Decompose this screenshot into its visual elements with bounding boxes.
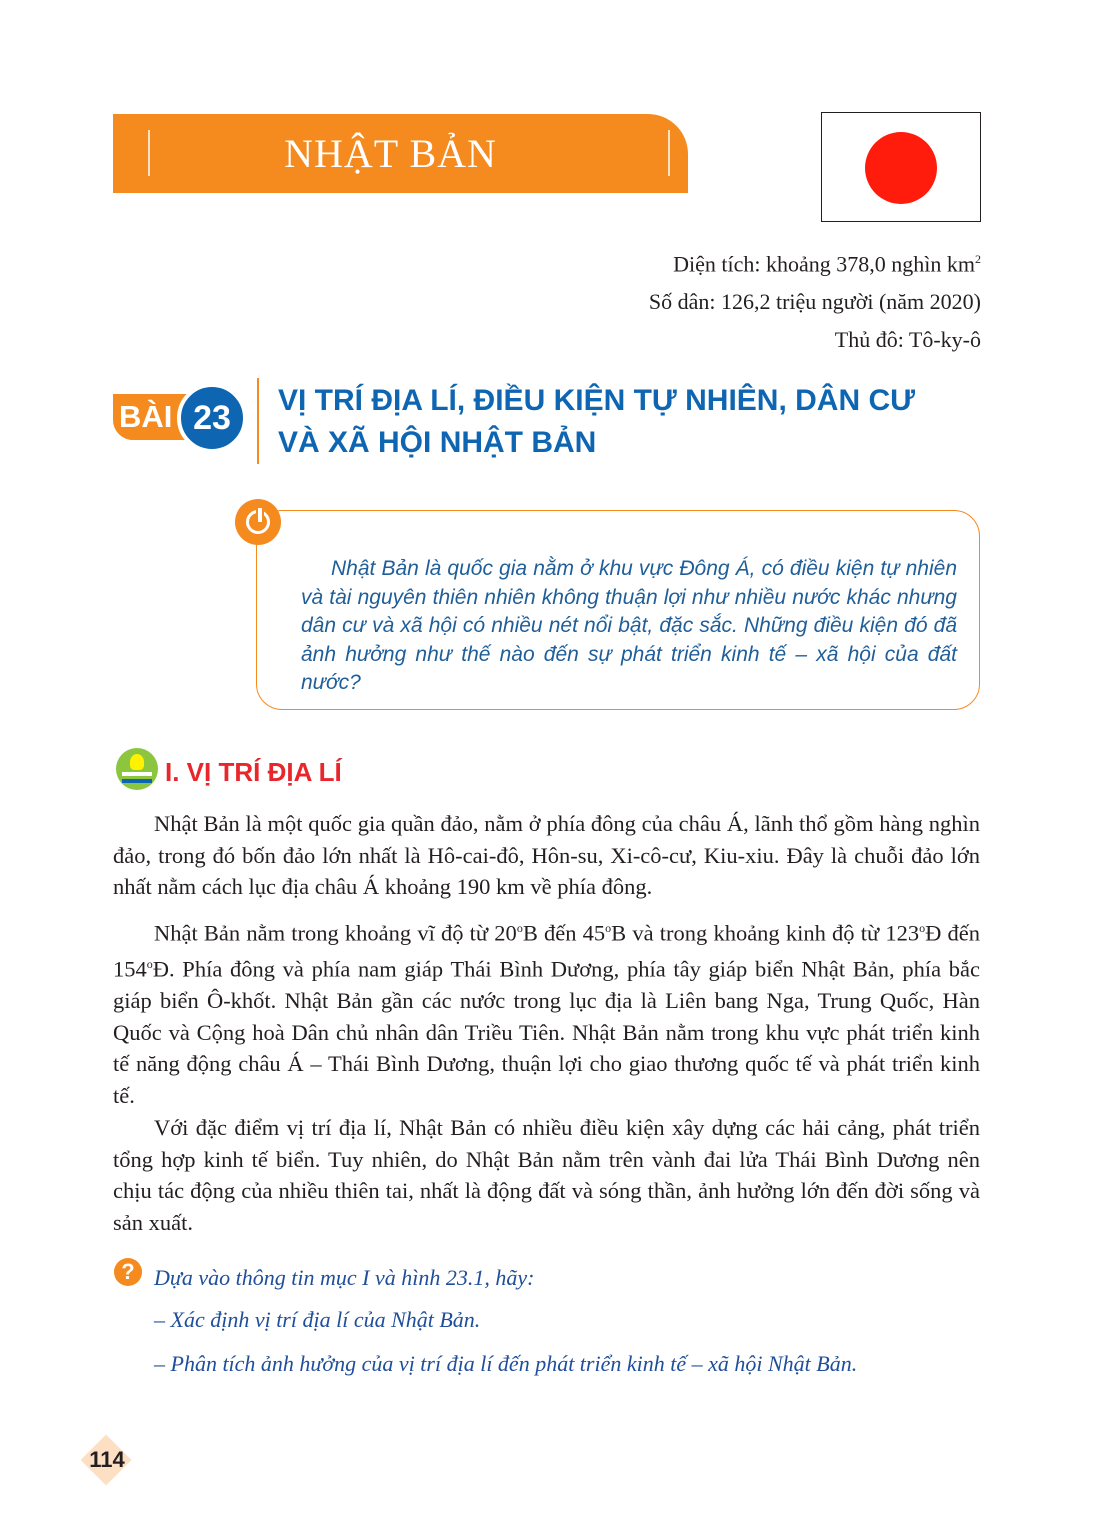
- japan-flag: [821, 112, 981, 222]
- paragraph-3-text: Với đặc điểm vị trí địa lí, Nhật Bản có nhiều điều kiện xây dựng các hải cảng, phát triển tổng hợp kinh tế biển. Tuy nhiên, do Nhật Bản nằm trên vành đai lửa Thái Bình Dương nên chịu tác động của nhiều thiên tai, nhất là động đất và sóng thần, ảnh hưởng lớn đến đời sống và sản xuất.: [113, 1115, 980, 1235]
- question-intro: Dựa vào thông tin mục I và hình 23.1, hãy:: [154, 1265, 535, 1290]
- lesson-title-line2: VÀ XÃ HỘI NHẬT BẢN: [278, 426, 597, 459]
- bulb-shape: [130, 754, 144, 770]
- power-icon-stem: [256, 506, 264, 524]
- section-heading: I. VỊ TRÍ ĐỊA LÍ: [165, 757, 342, 787]
- country-facts: [649, 240, 981, 359]
- degree-sup: o: [919, 921, 926, 935]
- question-item-1: – Xác định vị trí địa lí của Nhật Bản.: [154, 1307, 481, 1332]
- p2-part-d: Đ đến 154: [113, 920, 980, 982]
- paragraph-1-text: Nhật Bản là một quốc gia quần đảo, nằm ở phía đông của châu Á, lãnh thổ gồm hàng nghìn đảo, trong đó bốn đảo lớn nhất là Hô-cai-đô, Hôn-su, Xi-cô-cư, Kiu-xiu. Đây là chuỗi đảo lớn nhất nằm cách lục địa châu Á khoảng 190 km về phía đông.: [113, 811, 980, 899]
- body-paragraph-1: [113, 808, 980, 903]
- flag-red-disc: [865, 132, 937, 204]
- page-number: 114: [82, 1440, 132, 1480]
- lesson-divider: [257, 378, 259, 464]
- fact-area-text: Diện tích: khoảng 378,0 nghìn km: [673, 251, 975, 277]
- lesson-number: 23: [177, 383, 247, 453]
- book-stripe-white: [122, 772, 152, 776]
- fact-area: [649, 240, 981, 283]
- paragraph-2-text: [113, 913, 980, 1111]
- p2-part-c: B và trong khoảng kinh độ từ 123: [611, 920, 920, 946]
- banner-right-bar: [668, 130, 670, 176]
- fact-area-sup: 2: [975, 252, 981, 266]
- intro-text: Nhật Bản là quốc gia nằm ở khu vực Đông Á, có điều kiện tự nhiên và tài nguyên thiên nhiên không thuận lợi như nhiều nước khác nhưng dân cư và xã hội có nhiều nét nổi bật, đặc sắc. Những điều kiện đó đã ảnh hưởng như thế nào đến sự phát triển kinh tế – xã hội của đất nước?: [301, 557, 957, 694]
- fact-population: Số dân: 126,2 triệu người (năm 2020): [648, 289, 981, 315]
- fact-capital: Thủ đô: Tô-ky-ô: [834, 327, 981, 353]
- body-paragraph-3: [113, 1112, 980, 1238]
- p2-part-a: Nhật Bản nằm trong khoảng vĩ độ từ 20: [154, 920, 517, 946]
- p2-part-b: B đến 45: [522, 920, 606, 946]
- country-title: NHẬT BẢN: [284, 131, 497, 176]
- lesson-title: [278, 380, 915, 464]
- degree-sup: o: [146, 957, 153, 971]
- lesson-label: BÀI: [113, 394, 209, 440]
- p2-part-e: Đ. Phía đông và phía nam giáp Thái Bình Dương, phía tây giáp biển Nhật Bản, phía bắc giáp biển Ô-khốt. Nhật Bản gần các nước trong lục địa là Liên bang Nga, Trung Quốc, Hàn Quốc và Cộng hoà Dân chủ nhân dân Triều Tiên. Nhật Bản nằm trong khu vực phát triển kinh tế năng động châu Á – Thái Bình Dương, thuận lợi cho giao thương quốc tế và phát triển kinh tế.: [113, 956, 980, 1108]
- book-stripe-blue: [122, 779, 152, 783]
- degree-sup: o: [605, 921, 612, 935]
- degree-sup: o: [516, 921, 523, 935]
- country-title-banner: [113, 114, 688, 193]
- lightbulb-book-icon: [116, 748, 158, 790]
- power-icon: [235, 499, 281, 545]
- question-icon: ?: [114, 1258, 142, 1286]
- lesson-title-line1: VỊ TRÍ ĐỊA LÍ, ĐIỀU KIỆN TỰ NHIÊN, DÂN CƯ: [278, 384, 916, 417]
- question-item-2: – Phân tích ảnh hưởng của vị trí địa lí đến phát triển kinh tế – xã hội Nhật Bản.: [154, 1351, 858, 1376]
- body-paragraph-2: [113, 913, 980, 1111]
